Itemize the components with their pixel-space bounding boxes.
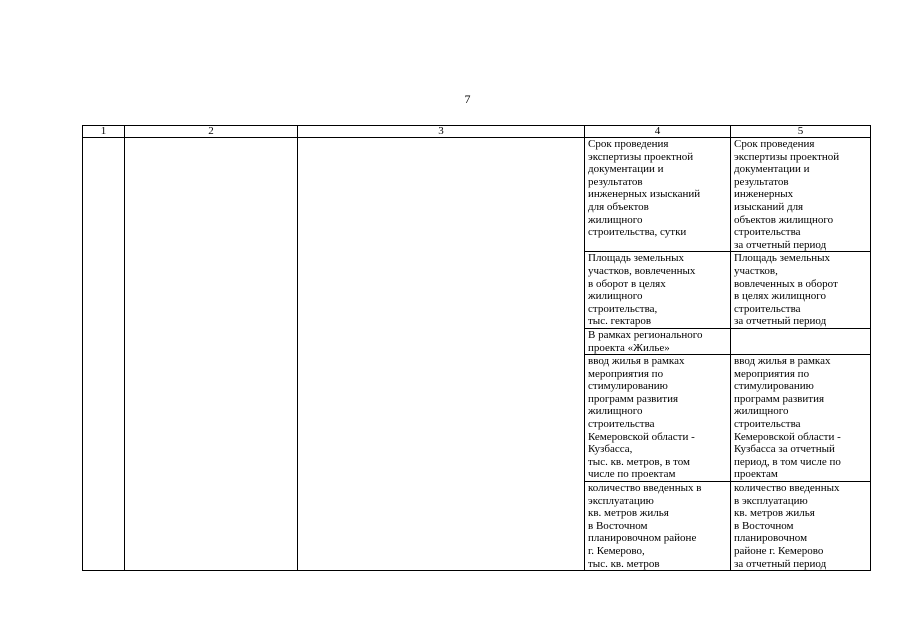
page-number: 7	[464, 92, 471, 106]
indicator-description-cell: Площадь земельных участков, вовлеченных в оборот в целях жилищного строительства за отчетный период	[731, 252, 871, 329]
table-header-row	[83, 126, 871, 138]
col-2-cell	[125, 138, 298, 571]
indicator-description-cell: Срок проведения экспертизы проектной документации и результатов инженерных изысканий для объектов жилищного строительства за отчетный период	[731, 138, 871, 252]
header-col-5: 5	[731, 126, 871, 138]
indicator-description-cell	[731, 328, 871, 354]
header-col-3: 3	[298, 126, 585, 138]
header-col-4: 4	[585, 126, 731, 138]
indicator-name-cell: ввод жилья в рамках мероприятия по стимулированию программ развития жилищного строительства Кемеровской области - Кузбасса, тыс. кв. метров, в том числе по проектам	[585, 355, 731, 482]
indicator-description-cell: ввод жилья в рамках мероприятия по стимулированию программ развития жилищного строительства Кемеровской области - Кузбасса за отчетный период, в том числе по проектам	[731, 355, 871, 482]
col-1-cell	[83, 138, 125, 571]
indicator-description-cell: количество введенных в эксплуатацию кв. метров жилья в Восточном планировочном районе г. Кемерово за отчетный период	[731, 482, 871, 571]
indicator-name-cell: В рамках регионального проекта «Жилье»	[585, 328, 731, 354]
header-col-2: 2	[125, 126, 298, 138]
indicator-name-cell: Площадь земельных участков, вовлеченных в оборот в целях жилищного строительства, тыс. гектаров	[585, 252, 731, 329]
header-col-1: 1	[83, 126, 125, 138]
indicator-name-cell: количество введенных в эксплуатацию кв. метров жилья в Восточном планировочном районе г. Кемерово, тыс. кв. метров	[585, 482, 731, 571]
indicators-table	[82, 125, 871, 571]
indicator-name-cell: Срок проведения экспертизы проектной документации и результатов инженерных изысканий для объектов жилищного строительства, сутки	[585, 138, 731, 252]
table-row	[83, 138, 871, 252]
col-3-cell	[298, 138, 585, 571]
